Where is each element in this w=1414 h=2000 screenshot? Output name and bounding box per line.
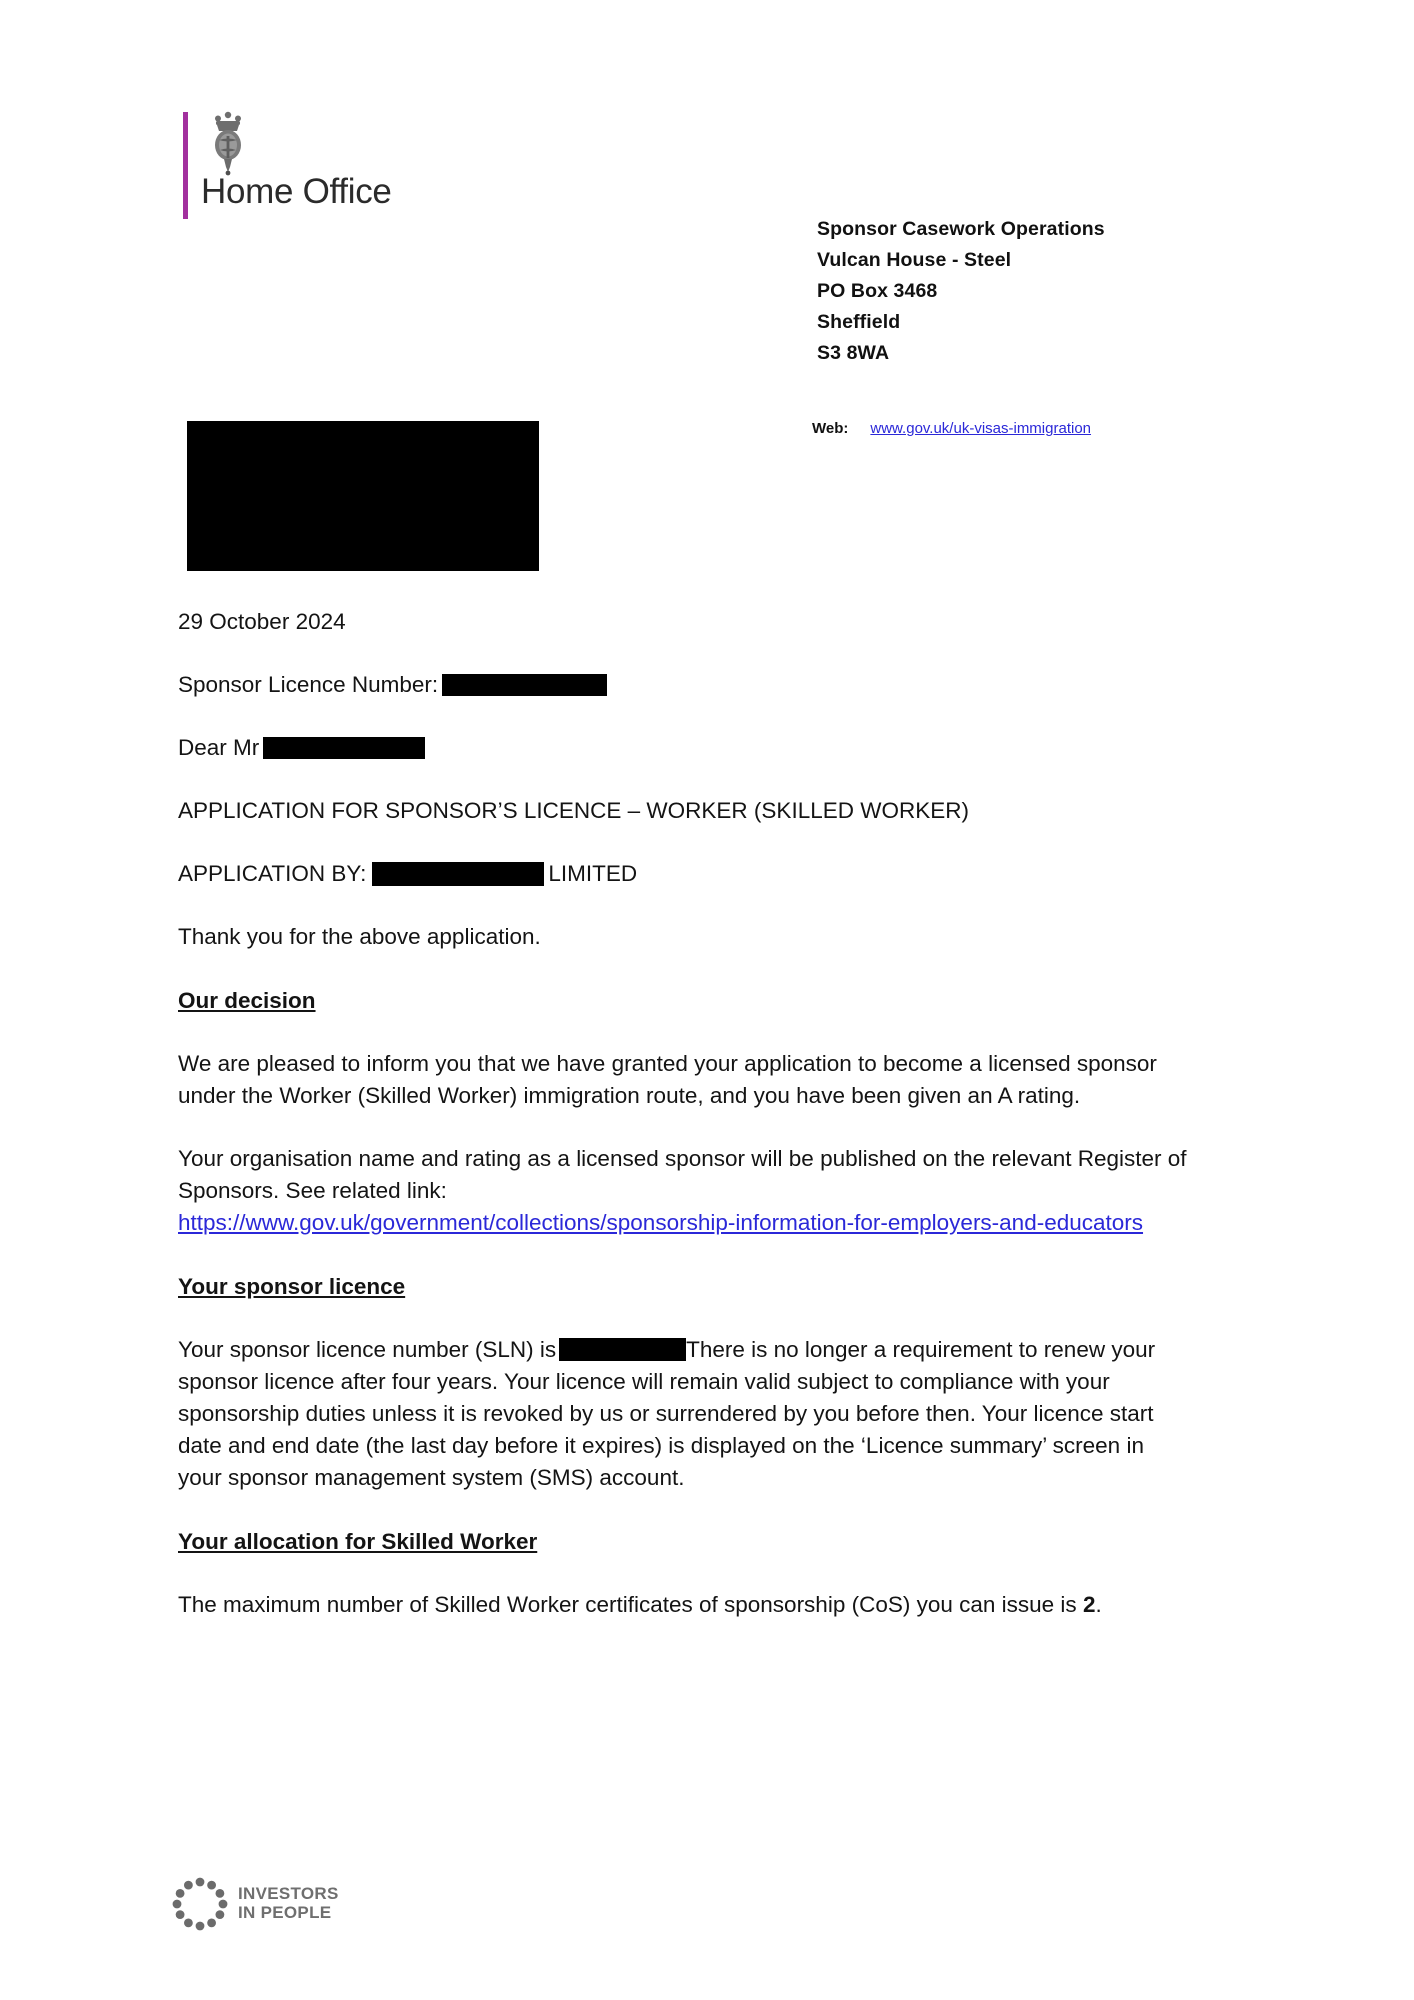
- application-by-suffix: LIMITED: [548, 861, 638, 886]
- address-line: PO Box 3468: [817, 280, 938, 302]
- register-of-sponsors-link[interactable]: https://www.gov.uk/government/collections/sponsorship-information-for-employers-and-educators: [178, 1210, 1144, 1235]
- salutation-row: [178, 732, 1208, 764]
- section-heading-your-sponsor-licence: Your sponsor licence: [178, 1274, 406, 1299]
- home-office-wordmark: Home Office: [201, 172, 392, 211]
- address-line: Vulcan House - Steel: [817, 249, 1012, 271]
- section-heading-our-decision: Our decision: [178, 988, 316, 1013]
- sponsor-licence-number-label: Sponsor Licence Number:: [178, 672, 439, 697]
- investors-in-people-text: [238, 1884, 339, 1922]
- allocation-text-after: .: [1095, 1592, 1102, 1617]
- web-row: [812, 420, 1091, 437]
- home-office-logo: [183, 112, 503, 222]
- thanks-paragraph: Thank you for the above application.: [178, 924, 541, 949]
- address-line: Sponsor Casework Operations: [817, 218, 1105, 240]
- laurel-wreath-icon: [172, 1876, 228, 1932]
- licence-paragraph: [178, 1334, 1188, 1494]
- decision-paragraph-2: [178, 1143, 1188, 1239]
- letter-date: 29 October 2024: [178, 609, 346, 634]
- iip-line-1: INVESTORS: [238, 1884, 339, 1903]
- redacted-recipient-name: [263, 737, 425, 759]
- redacted-sln-value: [559, 1338, 686, 1361]
- royal-crest-icon: [205, 110, 251, 176]
- decision-paragraph-1: We are pleased to inform you that we have granted your application to become a licensed sponsor under the Worker (Skilled Worker) immigration route, and you have been given an A rating.: [178, 1051, 1157, 1108]
- subject-line: APPLICATION FOR SPONSOR’S LICENCE – WORKER (SKILLED WORKER): [178, 798, 969, 823]
- investors-in-people-logo: [172, 1876, 392, 1938]
- address-line: S3 8WA: [817, 342, 890, 364]
- letter-body: [178, 606, 1208, 1621]
- iip-line-2: IN PEOPLE: [238, 1903, 332, 1922]
- redacted-company-name: [372, 862, 544, 886]
- licence-text-after: There is no longer a requirement to renew your sponsor licence after four years. Your licence will remain valid subject to compliance with your sponsorship duties unless it is revoked by us or surrendered by you before then. Your licence start date and end date (the last day before it expires) is displayed on the ‘Licence summary’ screen in your sponsor management system (SMS) account.: [178, 1337, 1156, 1490]
- redacted-recipient-address: [187, 421, 539, 571]
- logo-purple-bar: [183, 112, 188, 219]
- register-intro-text: Your organisation name and rating as a licensed sponsor will be published on the relevant Register of Sponsors. See related link:: [178, 1146, 1187, 1203]
- sponsor-licence-number-row: [178, 669, 1208, 701]
- allocation-paragraph: [178, 1589, 1188, 1621]
- home-office-web-link[interactable]: www.gov.uk/uk-visas-immigration: [870, 420, 1092, 437]
- address-line: Sheffield: [817, 311, 901, 333]
- redacted-sponsor-licence-number: [442, 674, 607, 696]
- application-by-row: [178, 858, 1208, 890]
- allocation-cos-number: 2: [1082, 1592, 1096, 1617]
- allocation-text-before: The maximum number of Skilled Worker certificates of sponsorship (CoS) you can issue is: [178, 1592, 1077, 1617]
- application-by-label: APPLICATION BY:: [178, 861, 367, 886]
- sender-address: [817, 214, 1105, 369]
- licence-text-before: Your sponsor licence number (SLN) is: [178, 1337, 557, 1362]
- salutation-prefix: Dear Mr: [178, 735, 260, 760]
- web-label: Web:: [812, 420, 849, 437]
- section-heading-your-allocation: Your allocation for Skilled Worker: [178, 1529, 538, 1554]
